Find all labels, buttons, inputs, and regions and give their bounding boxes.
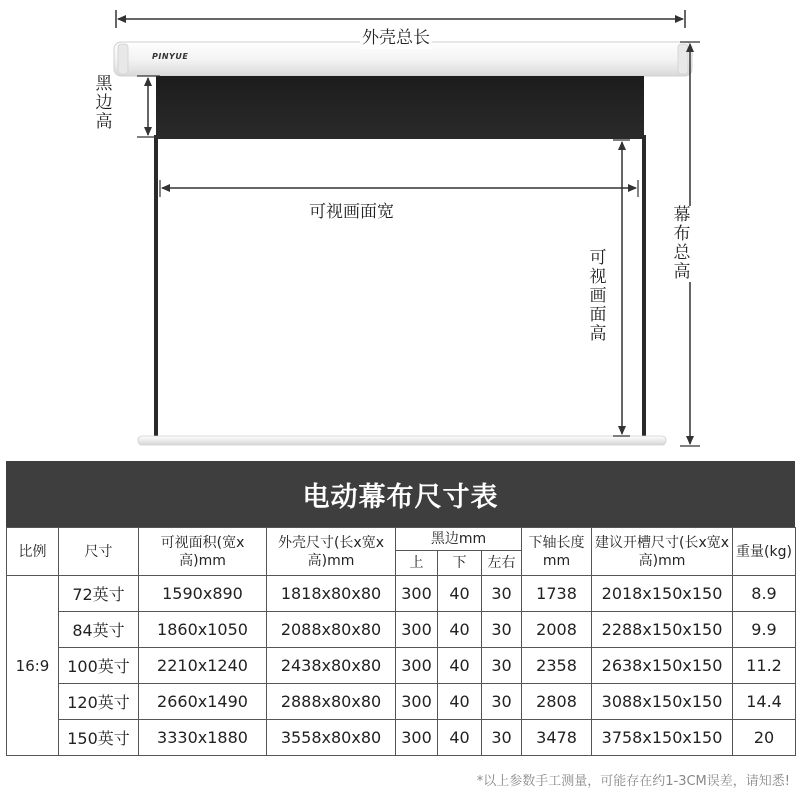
table-row	[7, 612, 796, 648]
weight-cell: 9.9	[733, 612, 796, 648]
viewable-area-cell: 1590x890	[139, 576, 267, 612]
border-sides-cell: 30	[482, 612, 522, 648]
border-bottom-cell: 40	[438, 720, 482, 756]
border-sides-cell: 30	[482, 684, 522, 720]
table-row	[7, 720, 796, 756]
screen-fabric	[156, 137, 644, 438]
slot-size-cell: 3088x150x150	[592, 684, 733, 720]
size-cell: 72英寸	[59, 576, 139, 612]
header-border-sides: 左右	[482, 551, 522, 576]
drop-length-cell: 2008	[522, 612, 592, 648]
border-bottom-cell: 40	[438, 648, 482, 684]
header-slot-size: 建议开槽尺寸(长x宽x高)mm	[592, 528, 733, 576]
header-border-top: 上	[396, 551, 438, 576]
border-top-cell: 300	[396, 684, 438, 720]
weight-cell: 14.4	[733, 684, 796, 720]
border-top-cell: 300	[396, 612, 438, 648]
table-header-row	[7, 528, 796, 551]
viewable-area-cell: 2660x1490	[139, 684, 267, 720]
border-sides-cell: 30	[482, 720, 522, 756]
header-border-bottom: 下	[438, 551, 482, 576]
size-cell: 150英寸	[59, 720, 139, 756]
slot-size-cell: 3758x150x150	[592, 720, 733, 756]
total-height-label	[672, 206, 692, 282]
drop-length-cell: 2808	[522, 684, 592, 720]
slot-size-cell: 2018x150x150	[592, 576, 733, 612]
vertical-label-text: 可 视 画 面 高	[589, 248, 607, 344]
brand-logo: PINYUE	[152, 52, 189, 61]
casing-size-cell: 1818x80x80	[267, 576, 396, 612]
table-title: 电动幕布尺寸表	[6, 461, 795, 527]
header-black-border: 黑边mm	[396, 528, 522, 551]
casing-size-cell: 3558x80x80	[267, 720, 396, 756]
casing-size-cell: 2438x80x80	[267, 648, 396, 684]
size-cell: 100英寸	[59, 648, 139, 684]
slot-size-cell: 2288x150x150	[592, 612, 733, 648]
black-border-panel	[156, 76, 644, 137]
casing-size-cell: 2888x80x80	[267, 684, 396, 720]
bottom-weight-bar	[138, 436, 666, 445]
casing-size-cell: 2088x80x80	[267, 612, 396, 648]
table-row	[7, 648, 796, 684]
border-bottom-cell: 40	[438, 684, 482, 720]
vertical-label-text: 黑 边 高	[95, 74, 113, 132]
vertical-label-text: 幕 布 总 高	[673, 205, 691, 282]
header-size: 尺寸	[59, 528, 139, 576]
border-sides-cell: 30	[482, 576, 522, 612]
screen-size-table	[6, 527, 796, 756]
drop-length-cell: 3478	[522, 720, 592, 756]
size-cell: 120英寸	[59, 684, 139, 720]
viewable-height-label	[588, 249, 608, 344]
ratio-cell: 16:9	[7, 576, 59, 756]
casing-length-label: 外壳总长	[362, 28, 430, 48]
border-top-cell: 300	[396, 648, 438, 684]
table-row	[7, 684, 796, 720]
header-ratio: 比例	[7, 528, 59, 576]
weight-cell: 11.2	[733, 648, 796, 684]
weight-cell: 20	[733, 720, 796, 756]
drop-length-cell: 1738	[522, 576, 592, 612]
border-top-cell: 300	[396, 720, 438, 756]
slot-size-cell: 2638x150x150	[592, 648, 733, 684]
weight-cell: 8.9	[733, 576, 796, 612]
border-bottom-cell: 40	[438, 576, 482, 612]
viewable-area-cell: 3330x1880	[139, 720, 267, 756]
border-bottom-cell: 40	[438, 612, 482, 648]
footnote: *以上参数手工测量，可能存在约1-3CM误差，请知悉!	[476, 774, 790, 789]
casing-length-dimension	[116, 10, 685, 28]
viewable-width-label: 可视画面宽	[309, 202, 394, 222]
size-cell: 84英寸	[59, 612, 139, 648]
header-drop-length: 下轴长度mm	[522, 528, 592, 576]
table-row	[7, 576, 796, 612]
border-top-cell: 300	[396, 576, 438, 612]
viewable-area-cell: 2210x1240	[139, 648, 267, 684]
header-weight: 重量(kg)	[733, 528, 796, 576]
header-casing-size: 外壳尺寸(长x宽x高)mm	[267, 528, 396, 576]
black-border-height-label	[94, 75, 114, 132]
border-sides-cell: 30	[482, 648, 522, 684]
viewable-area-cell: 1860x1050	[139, 612, 267, 648]
drop-length-cell: 2358	[522, 648, 592, 684]
header-viewable-area: 可视面积(宽x高)mm	[139, 528, 267, 576]
